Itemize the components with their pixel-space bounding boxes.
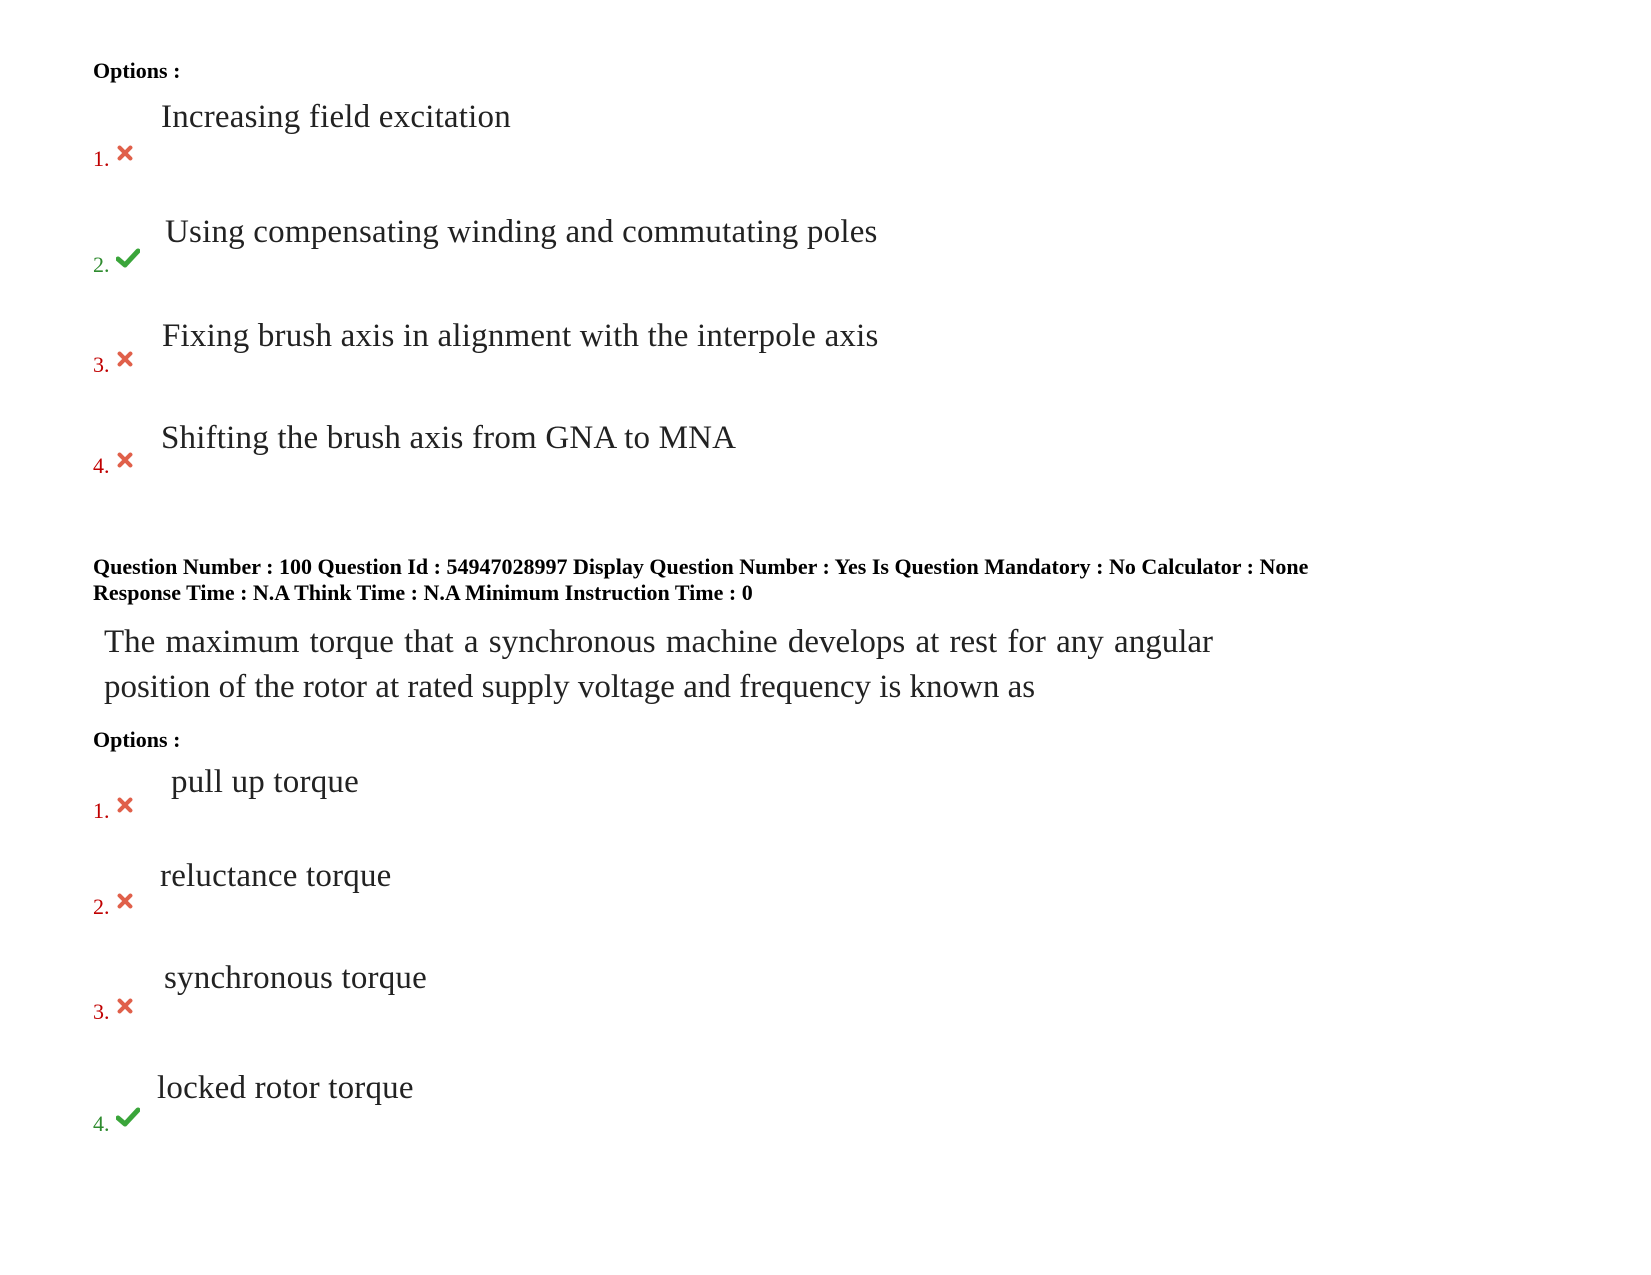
option-number-label: 2. [93,894,110,919]
cross-icon [116,796,134,814]
option-number-label: 4. [93,1111,110,1136]
option-text: synchronous torque [164,960,427,996]
options-label: Options : [93,727,181,752]
option-number-label: 2. [93,252,110,277]
cross-icon [116,892,134,910]
option-number [93,796,134,824]
option-number [93,997,134,1025]
option-number-label: 3. [93,999,110,1024]
option-text: Using compensating winding and commutating poles [165,214,878,250]
option-number [93,248,140,278]
option-number-label: 4. [93,453,110,478]
cross-icon [116,144,134,162]
option-number [93,144,134,172]
check-icon [116,248,140,268]
option-text: Increasing field excitation [161,99,511,135]
question-text-line-1: The maximum torque that a synchronous machine develops at rest for any angular [104,624,1214,660]
option-text: Shifting the brush axis from GNA to MNA [161,420,737,456]
option-number-label: 3. [93,352,110,377]
cross-icon [116,350,134,368]
option-number-label: 1. [93,146,110,171]
check-icon [116,1107,140,1127]
option-number [93,1107,140,1137]
option-text: pull up torque [171,764,359,800]
option-number [93,350,134,378]
question-meta-line-2: Response Time : N.A Think Time : N.A Minimum Instruction Time : 0 [93,580,753,605]
option-number [93,892,134,920]
option-number [93,451,134,479]
question-meta-line-1: Question Number : 100 Question Id : 54947028997 Display Question Number : Yes Is Question Mandatory : No Calculator : None [93,554,1309,579]
question-text-line-2: position of the rotor at rated supply voltage and frequency is known as [104,669,1036,705]
cross-icon [116,451,134,469]
option-text: Fixing brush axis in alignment with the interpole axis [162,318,879,354]
option-number-label: 1. [93,798,110,823]
options-label: Options : [93,58,181,83]
option-text: locked rotor torque [157,1070,414,1106]
cross-icon [116,997,134,1015]
option-text: reluctance torque [160,858,392,894]
